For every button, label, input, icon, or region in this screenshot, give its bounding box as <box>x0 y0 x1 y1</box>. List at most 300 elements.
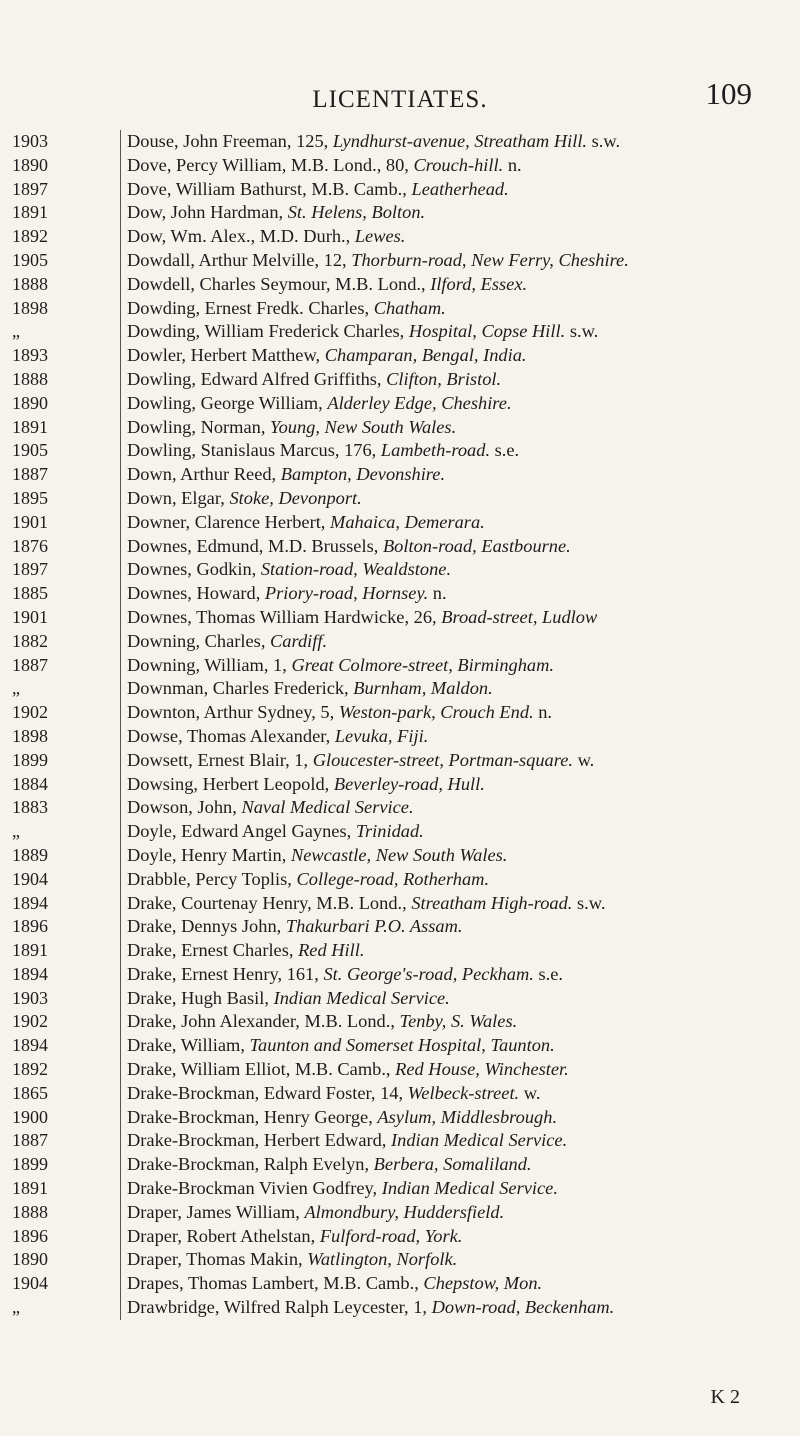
entry-text <box>127 178 793 202</box>
column-rule <box>120 297 121 321</box>
entry-year: 1887 <box>12 1130 48 1151</box>
entry-address: Lewes. <box>354 226 406 247</box>
entry-address: Beverley-road, Hull. <box>333 773 485 794</box>
column-rule <box>120 868 121 892</box>
column-rule <box>120 820 121 844</box>
column-rule <box>120 249 121 273</box>
entry-name: Downes, Edmund, M.D. Brussels, <box>127 535 383 556</box>
entry-year: 1882 <box>12 630 48 651</box>
list-item <box>0 273 800 297</box>
column-rule <box>120 225 121 249</box>
list-item <box>0 392 800 416</box>
entry-address: Asylum, Middlesbrough. <box>377 1106 558 1127</box>
entry-year: 1899 <box>12 1154 48 1175</box>
entry-name: Dow, Wm. Alex., M.D. Durh., <box>127 226 355 247</box>
entry-name: Drake-Brockman Vivien Godfrey, <box>127 1178 382 1199</box>
entry-name: s.e. <box>490 440 520 461</box>
entry-text <box>127 701 793 725</box>
column-rule <box>120 511 121 535</box>
entry-year: 1891 <box>12 940 48 961</box>
entry-name: Drake, John Alexander, M.B. Lond., <box>127 1011 400 1032</box>
entry-year: 1905 <box>12 440 48 461</box>
entry-address: Station-road, Wealdstone. <box>260 559 452 580</box>
column-rule <box>120 344 121 368</box>
column-rule <box>120 535 121 559</box>
entry-name: Downes, Godkin, <box>127 559 261 580</box>
entry-name: Downing, William, 1, <box>127 654 292 675</box>
entry-text <box>127 320 793 344</box>
column-rule <box>120 963 121 987</box>
list-item <box>0 1058 800 1082</box>
entry-year: 1894 <box>12 1035 48 1056</box>
list-item <box>0 297 800 321</box>
entry-text <box>127 1248 793 1272</box>
column-rule <box>120 130 121 154</box>
list-item <box>0 154 800 178</box>
entry-name: Dowdall, Arthur Melville, 12, <box>127 249 352 270</box>
entry-address: Weston-park, Crouch End. <box>338 702 534 723</box>
column-rule <box>120 892 121 916</box>
entry-address: Crouch-hill. <box>413 154 504 175</box>
entry-year: 1865 <box>12 1082 48 1103</box>
entry-year: 1892 <box>12 1059 48 1080</box>
column-rule <box>120 915 121 939</box>
entry-year: 1876 <box>12 535 48 556</box>
entry-address: Bolton-road, Eastbourne. <box>382 535 571 556</box>
column-rule <box>120 1201 121 1225</box>
column-rule <box>120 1272 121 1296</box>
entry-name: Drake, William Elliot, M.B. Camb., <box>127 1059 396 1080</box>
entry-name: Dowdell, Charles Seymour, M.B. Lond., <box>127 273 431 294</box>
entry-year: 1893 <box>12 345 48 366</box>
column-rule <box>120 368 121 392</box>
entry-address: Mahaica, Demerara. <box>330 511 485 532</box>
entry-text <box>127 796 793 820</box>
entry-text <box>127 249 793 273</box>
entry-name: Dowler, Herbert Matthew, <box>127 345 325 366</box>
entry-text <box>127 939 793 963</box>
entry-address: Bampton, Devonshire. <box>280 464 446 485</box>
running-title: LICENTIATES. <box>312 86 488 113</box>
list-item <box>0 1272 800 1296</box>
list-item <box>0 130 800 154</box>
entry-text <box>127 1153 793 1177</box>
entry-year: 1883 <box>12 797 48 818</box>
entry-text <box>127 1129 793 1153</box>
entry-text <box>127 1106 793 1130</box>
entry-year: 1884 <box>12 773 48 794</box>
list-item <box>0 487 800 511</box>
entry-year: 1891 <box>12 1178 48 1199</box>
entry-address: Welbeck-street. <box>407 1082 520 1103</box>
entry-name: Drapes, Thomas Lambert, M.B. Camb., <box>127 1273 424 1294</box>
list-item <box>0 582 800 606</box>
entry-text <box>127 892 793 916</box>
entry-address: Gloucester-street, Portman-square. <box>312 749 573 770</box>
column-rule <box>120 273 121 297</box>
entry-address: Burnham, Maldon. <box>353 678 493 699</box>
entry-name: Drake, William, <box>127 1035 250 1056</box>
entry-text <box>127 1082 793 1106</box>
entry-address: Lyndhurst-avenue, Streatham Hill. <box>332 131 588 151</box>
entry-text <box>127 677 793 701</box>
entry-text <box>127 844 793 868</box>
entry-text <box>127 535 793 559</box>
entry-name: Doyle, Henry Martin, <box>127 844 291 865</box>
list-item <box>0 511 800 535</box>
entry-address: Berbera, Somaliland. <box>373 1154 532 1175</box>
column-rule <box>120 1296 121 1320</box>
column-rule <box>120 1129 121 1153</box>
entry-address: Lambeth-road. <box>380 440 491 461</box>
list-item <box>0 1225 800 1249</box>
entry-year: 1891 <box>12 202 48 223</box>
entry-year: 1894 <box>12 892 48 913</box>
entry-year: 1897 <box>12 559 48 580</box>
entry-name: Downes, Howard, <box>127 583 265 604</box>
entry-text <box>127 1010 793 1034</box>
entry-year: 1899 <box>12 749 48 770</box>
entry-year: 1898 <box>12 297 48 318</box>
entry-year: 1897 <box>12 178 48 199</box>
entry-address: Thakurbari P.O. Assam. <box>285 916 463 937</box>
entry-year: 1885 <box>12 583 48 604</box>
column-rule <box>120 201 121 225</box>
list-item <box>0 868 800 892</box>
list-item <box>0 844 800 868</box>
entry-text <box>127 273 793 297</box>
entry-name: Downman, Charles Frederick, <box>127 678 354 699</box>
list-item <box>0 987 800 1011</box>
entry-address: Fulford-road, York. <box>319 1225 463 1246</box>
column-rule <box>120 725 121 749</box>
list-item <box>0 320 800 344</box>
entry-name: Down, Arthur Reed, <box>127 464 281 485</box>
entry-text <box>127 487 793 511</box>
entry-address: Indian Medical Service. <box>273 987 450 1008</box>
entry-name: Dowling, Edward Alfred Griffiths, <box>127 368 387 389</box>
column-rule <box>120 392 121 416</box>
entry-address: Broad-street, Ludlow <box>441 606 598 627</box>
entry-address: Trinidad. <box>355 821 424 842</box>
list-item <box>0 1248 800 1272</box>
entry-address: Alderley Edge, Cheshire. <box>327 392 512 413</box>
entry-name: Dowling, Stanislaus Marcus, 176, <box>127 440 381 461</box>
entry-year: 1900 <box>12 1106 48 1127</box>
entry-text <box>127 1201 793 1225</box>
entry-text <box>127 416 793 440</box>
list-item <box>0 368 800 392</box>
entry-text <box>127 344 793 368</box>
list-item <box>0 1082 800 1106</box>
entry-year: 1895 <box>12 487 48 508</box>
entry-address: Young, New South Wales. <box>270 416 457 437</box>
entry-year: 1888 <box>12 1201 48 1222</box>
list-item <box>0 1201 800 1225</box>
entry-name: Drake, Courtenay Henry, M.B. Lond., <box>127 892 412 913</box>
entry-name: Draper, Thomas Makin, <box>127 1249 308 1270</box>
entry-address: Indian Medical Service. <box>381 1178 558 1199</box>
entry-text <box>127 1296 793 1320</box>
column-rule <box>120 773 121 797</box>
entry-address: Almondbury, Huddersfield. <box>304 1201 505 1222</box>
entry-year: 1890 <box>12 392 48 413</box>
entry-name: Downton, Arthur Sydney, 5, <box>127 702 339 723</box>
entry-text <box>127 725 793 749</box>
entry-year: 1902 <box>12 1011 48 1032</box>
entry-address: Cardiff. <box>270 630 328 651</box>
list-item <box>0 249 800 273</box>
entry-name: Dove, Percy William, M.B. Lond., 80, <box>127 154 414 175</box>
entry-year: 1890 <box>12 1249 48 1270</box>
entry-text <box>127 463 793 487</box>
list-item <box>0 416 800 440</box>
list-item <box>0 773 800 797</box>
column-rule <box>120 1248 121 1272</box>
entry-name: s.w. <box>587 131 621 151</box>
entry-text <box>127 582 793 606</box>
entry-text <box>127 439 793 463</box>
column-rule <box>120 796 121 820</box>
column-rule <box>120 416 121 440</box>
entry-name: n. <box>533 702 553 723</box>
column-rule <box>120 178 121 202</box>
entry-name: w. <box>573 749 595 770</box>
list-item <box>0 701 800 725</box>
entry-name: Drake, Dennys John, <box>127 916 286 937</box>
entry-address: Hospital, Copse Hill. <box>408 321 566 342</box>
entry-name: Drake-Brockman, Ralph Evelyn, <box>127 1154 374 1175</box>
entry-name: Draper, James William, <box>127 1201 305 1222</box>
column-rule <box>120 320 121 344</box>
entry-address: Stoke, Devonport. <box>229 487 362 508</box>
list-item <box>0 796 800 820</box>
entry-name: Downes, Thomas William Hardwicke, 26, <box>127 606 442 627</box>
entry-text <box>127 773 793 797</box>
entry-text <box>127 654 793 678</box>
entry-name: Drake-Brockman, Herbert Edward, <box>127 1130 391 1151</box>
entry-name: Dowling, Norman, <box>127 416 271 437</box>
column-rule <box>120 487 121 511</box>
entry-text <box>127 130 793 154</box>
entry-address: St. George's-road, Peckham. <box>323 963 534 984</box>
list-item <box>0 558 800 582</box>
entry-name: Drake-Brockman, Edward Foster, 14, <box>127 1082 408 1103</box>
entry-address: College-road, Rotherham. <box>296 868 490 889</box>
entry-text <box>127 1225 793 1249</box>
list-item <box>0 749 800 773</box>
entry-text <box>127 201 793 225</box>
entry-text <box>127 749 793 773</box>
entry-text <box>127 820 793 844</box>
entry-year: „ <box>12 821 20 842</box>
entry-address: Newcastle, New South Wales. <box>290 844 508 865</box>
entry-text <box>127 987 793 1011</box>
column-rule <box>120 1010 121 1034</box>
entry-address: Naval Medical Service. <box>241 797 414 818</box>
entry-text <box>127 511 793 535</box>
column-rule <box>120 630 121 654</box>
entry-year: 1904 <box>12 868 48 889</box>
column-rule <box>120 154 121 178</box>
column-rule <box>120 1153 121 1177</box>
entry-address: Watlington, Norfolk. <box>307 1249 458 1270</box>
entry-text <box>127 868 793 892</box>
list-item <box>0 1010 800 1034</box>
list-item <box>0 463 800 487</box>
entry-year: 1903 <box>12 131 48 151</box>
entry-year: 1898 <box>12 725 48 746</box>
entry-text <box>127 630 793 654</box>
entry-name: Down, Elgar, <box>127 487 230 508</box>
entry-year: „ <box>12 1297 20 1318</box>
entry-address: Down-road, Beckenham. <box>431 1297 615 1318</box>
entry-year: „ <box>12 321 20 342</box>
entry-name: Drake-Brockman, Henry George, <box>127 1106 378 1127</box>
entry-year: 1896 <box>12 916 48 937</box>
entry-name: Drake, Ernest Henry, 161, <box>127 963 324 984</box>
entry-year: 1901 <box>12 511 48 532</box>
entry-year: 1896 <box>12 1225 48 1246</box>
entry-address: Red Hill. <box>298 940 365 961</box>
column-rule <box>120 677 121 701</box>
entry-name: Dowson, John, <box>127 797 242 818</box>
list-item <box>0 725 800 749</box>
list-item <box>0 1106 800 1130</box>
signature-mark: K 2 <box>710 1386 740 1408</box>
entry-address: Tenby, S. Wales. <box>399 1011 518 1032</box>
entry-address: Red House, Winchester. <box>395 1059 569 1080</box>
entry-year: 1903 <box>12 987 48 1008</box>
column-rule <box>120 749 121 773</box>
page-number: 109 <box>705 76 752 111</box>
list-item <box>0 654 800 678</box>
entry-year: 1902 <box>12 702 48 723</box>
entry-text <box>127 1177 793 1201</box>
list-item <box>0 1034 800 1058</box>
entry-year: 1889 <box>12 844 48 865</box>
entry-address: Taunton and Somerset Hospital, Taunton. <box>249 1035 555 1056</box>
list-item <box>0 1153 800 1177</box>
entry-name: Dowse, Thomas Alexander, <box>127 725 335 746</box>
entry-address: Levuka, Fiji. <box>334 725 429 746</box>
entry-text <box>127 225 793 249</box>
entry-address: Clifton, Bristol. <box>386 368 502 389</box>
entry-text <box>127 558 793 582</box>
list-item <box>0 677 800 701</box>
column-rule <box>120 844 121 868</box>
entry-text <box>127 368 793 392</box>
column-rule <box>120 1225 121 1249</box>
column-rule <box>120 654 121 678</box>
entry-address: Streatham High-road. <box>411 892 573 913</box>
entry-name: s.w. <box>565 321 599 342</box>
entry-name: s.e. <box>533 963 564 984</box>
entry-year: 1891 <box>12 416 48 437</box>
list-item <box>0 915 800 939</box>
entry-year: 1905 <box>12 249 48 270</box>
column-rule <box>120 939 121 963</box>
entry-text <box>127 297 793 321</box>
entry-address: Ilford, Essex. <box>430 273 528 294</box>
entry-year: 1887 <box>12 464 48 485</box>
entry-year: 1888 <box>12 368 48 389</box>
entry-text <box>127 392 793 416</box>
entry-year: 1901 <box>12 606 48 627</box>
entry-name: Downing, Charles, <box>127 630 271 651</box>
entry-year: 1890 <box>12 154 48 175</box>
list-item <box>0 1129 800 1153</box>
entry-year: 1888 <box>12 273 48 294</box>
entry-name: Dowsett, Ernest Blair, 1, <box>127 749 313 770</box>
entry-year: 1904 <box>12 1273 48 1294</box>
entry-name: n. <box>503 154 522 175</box>
column-rule <box>120 606 121 630</box>
entry-text <box>127 1058 793 1082</box>
list-item <box>0 178 800 202</box>
entry-address: Chepstow, Mon. <box>423 1273 543 1294</box>
entry-address: Leatherhead. <box>411 178 509 199</box>
licentiates-list <box>0 130 800 1320</box>
page-header <box>0 0 800 120</box>
list-item <box>0 963 800 987</box>
list-item <box>0 225 800 249</box>
list-item <box>0 535 800 559</box>
entry-name: Dow, John Hardman, <box>127 202 288 223</box>
list-item <box>0 820 800 844</box>
column-rule <box>120 1058 121 1082</box>
list-item <box>0 439 800 463</box>
entry-name: s.w. <box>572 892 606 913</box>
column-rule <box>120 582 121 606</box>
entry-text <box>127 1272 793 1296</box>
entry-address: Chatham. <box>373 297 446 318</box>
entry-name: w. <box>519 1082 541 1103</box>
entry-name: Dowding, William Frederick Charles, <box>127 321 409 342</box>
list-item <box>0 201 800 225</box>
list-item <box>0 1296 800 1320</box>
column-rule <box>120 1177 121 1201</box>
entry-name: n. <box>428 583 447 604</box>
entry-name: Drawbridge, Wilfred Ralph Leycester, 1, <box>127 1297 432 1318</box>
entry-address: Priory-road, Hornsey. <box>264 583 429 604</box>
entry-year: „ <box>12 678 20 699</box>
entry-text <box>127 154 793 178</box>
column-rule <box>120 1034 121 1058</box>
entry-year: 1892 <box>12 226 48 247</box>
entry-address: Great Colmore-street, Birmingham. <box>291 654 554 675</box>
entry-text <box>127 963 793 987</box>
column-rule <box>120 701 121 725</box>
entry-address: St. Helens, Bolton. <box>287 202 426 223</box>
column-rule <box>120 1106 121 1130</box>
entry-name: Drabble, Percy Toplis, <box>127 868 297 889</box>
list-item <box>0 892 800 916</box>
entry-name: Dowsing, Herbert Leopold, <box>127 773 334 794</box>
list-item <box>0 606 800 630</box>
entry-name: Dove, William Bathurst, M.B. Camb., <box>127 178 412 199</box>
entry-year: 1894 <box>12 963 48 984</box>
list-item <box>0 1177 800 1201</box>
entry-name: Dowding, Ernest Fredk. Charles, <box>127 297 374 318</box>
column-rule <box>120 1082 121 1106</box>
column-rule <box>120 463 121 487</box>
entry-name: Douse, John Freeman, 125, <box>127 131 333 151</box>
entry-name: Draper, Robert Athelstan, <box>127 1225 320 1246</box>
entry-name: Dowling, George William, <box>127 392 328 413</box>
column-rule <box>120 439 121 463</box>
column-rule <box>120 558 121 582</box>
